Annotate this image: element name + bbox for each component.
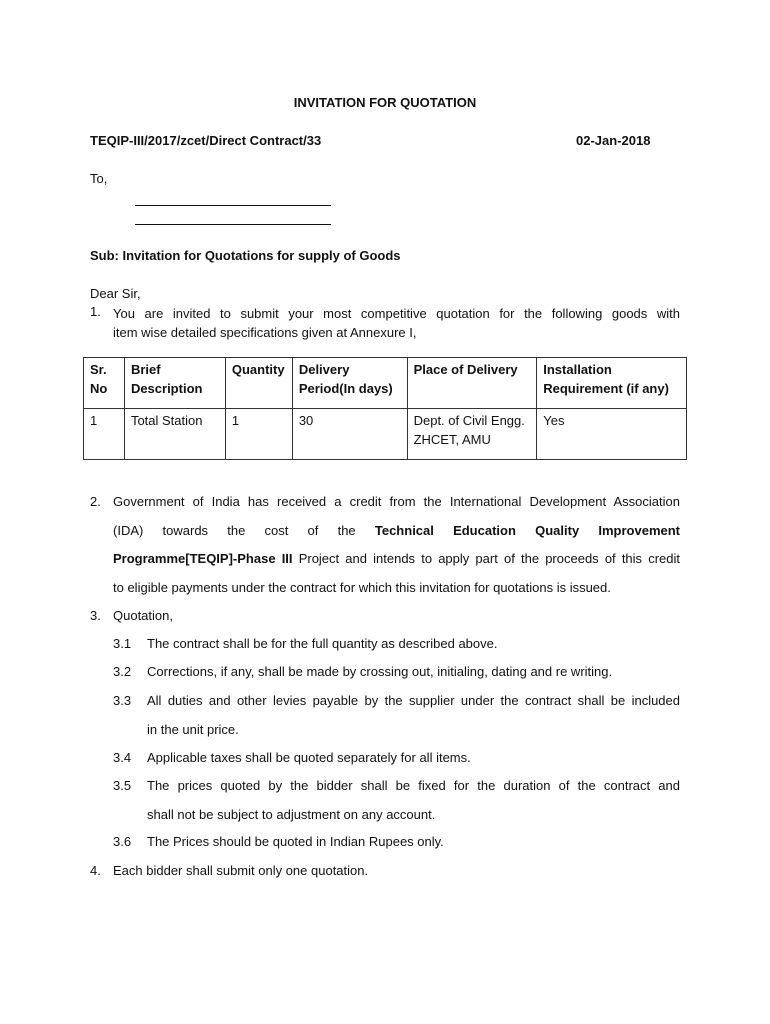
header-brief-description: Brief Description bbox=[124, 358, 225, 409]
address-blank-line-1 bbox=[135, 205, 331, 206]
header-installation-requirement: Installation Requirement (if any) bbox=[537, 358, 687, 409]
clause-3-5-line-1: The prices quoted by the bidder shall be fixed for the duration of the contract and bbox=[147, 778, 680, 793]
clause-3-6-number: 3.6 bbox=[113, 834, 132, 849]
clause-3-3-number: 3.3 bbox=[113, 693, 132, 708]
cell-sr-no: 1 bbox=[84, 409, 125, 460]
paragraph-2-line-2 bbox=[113, 517, 680, 546]
paragraph-4-text: Each bidder shall submit only one quotation. bbox=[113, 863, 369, 878]
addressee-label: To, bbox=[90, 171, 108, 186]
goods-table bbox=[83, 357, 687, 460]
paragraph-2-number: 2. bbox=[90, 494, 101, 509]
header-sr-no: Sr. No bbox=[84, 358, 125, 409]
address-blank-line-2 bbox=[135, 224, 331, 225]
clause-3-3-line-1: All duties and other levies payable by the supplier under the contract shall be included bbox=[147, 693, 680, 708]
paragraph-2-line-1: Government of India has received a credit from the International Development Association bbox=[113, 494, 680, 509]
paragraph-3-label: Quotation, bbox=[113, 608, 173, 623]
salutation: Dear Sir, bbox=[90, 286, 141, 301]
subject-line: Sub: Invitation for Quotations for supply of Goods bbox=[90, 248, 401, 263]
clause-3-3-text bbox=[147, 687, 680, 744]
cell-delivery-period: 30 bbox=[292, 409, 407, 460]
header-place-of-delivery: Place of Delivery bbox=[407, 358, 537, 409]
document-title: INVITATION FOR QUOTATION bbox=[293, 95, 477, 110]
document-date: 02-Jan-2018 bbox=[576, 133, 651, 148]
table-row bbox=[84, 409, 687, 460]
paragraph-1-line-2: item wise detailed specifications given at Annexure I, bbox=[113, 325, 417, 340]
paragraph-2 bbox=[113, 488, 680, 602]
cell-installation-requirement: Yes bbox=[537, 409, 687, 460]
paragraph-1 bbox=[113, 304, 680, 342]
clause-3-4-number: 3.4 bbox=[113, 750, 132, 765]
paragraph-1-line-1: You are invited to submit your most competitive quotation for the following goods with bbox=[113, 306, 680, 321]
paragraph-4-number: 4. bbox=[90, 863, 101, 878]
cell-brief-description: Total Station bbox=[124, 409, 225, 460]
paragraph-1-number: 1. bbox=[90, 304, 101, 319]
cell-quantity: 1 bbox=[225, 409, 292, 460]
reference-number: TEQIP-III/2017/zcet/Direct Contract/33 bbox=[90, 133, 322, 148]
clause-3-1-number: 3.1 bbox=[113, 636, 132, 651]
clause-3-2-number: 3.2 bbox=[113, 664, 132, 679]
paragraph-2-line-3 bbox=[113, 545, 680, 574]
clause-3-6-text: The Prices should be quoted in Indian Rupees only. bbox=[147, 834, 444, 849]
clause-3-1-text: The contract shall be for the full quantity as described above. bbox=[147, 636, 498, 651]
programme-name-part-1: Technical Education Quality Improvement bbox=[374, 522, 680, 538]
paragraph-2-line-2-text: (IDA) towards the cost of the bbox=[113, 522, 356, 538]
clause-3-3-line-2: in the unit price. bbox=[147, 721, 239, 737]
header-quantity: Quantity bbox=[225, 358, 292, 409]
cell-place-of-delivery: Dept. of Civil Engg. ZHCET, AMU bbox=[407, 409, 537, 460]
paragraph-2-line-4: to eligible payments under the contract for which this invitation for quotations is issued. bbox=[113, 579, 611, 595]
clause-3-4-text: Applicable taxes shall be quoted separately for all items. bbox=[147, 750, 471, 765]
clause-3-2-text: Corrections, if any, shall be made by crossing out, initialing, dating and re writing. bbox=[147, 664, 613, 679]
paragraph-3-number: 3. bbox=[90, 608, 101, 623]
programme-name-part-2: Programme[TEQIP]-Phase III bbox=[113, 551, 293, 566]
header-delivery-period: Delivery Period(In days) bbox=[292, 358, 407, 409]
paragraph-2-line-3-text: Project and intends to apply part of the proceeds of this credit bbox=[298, 551, 680, 566]
clause-3-5-text bbox=[147, 772, 680, 829]
clause-3-5-number: 3.5 bbox=[113, 778, 132, 793]
table-header-row bbox=[84, 358, 687, 409]
clause-3-5-line-2: shall not be subject to adjustment on any account. bbox=[147, 806, 436, 822]
